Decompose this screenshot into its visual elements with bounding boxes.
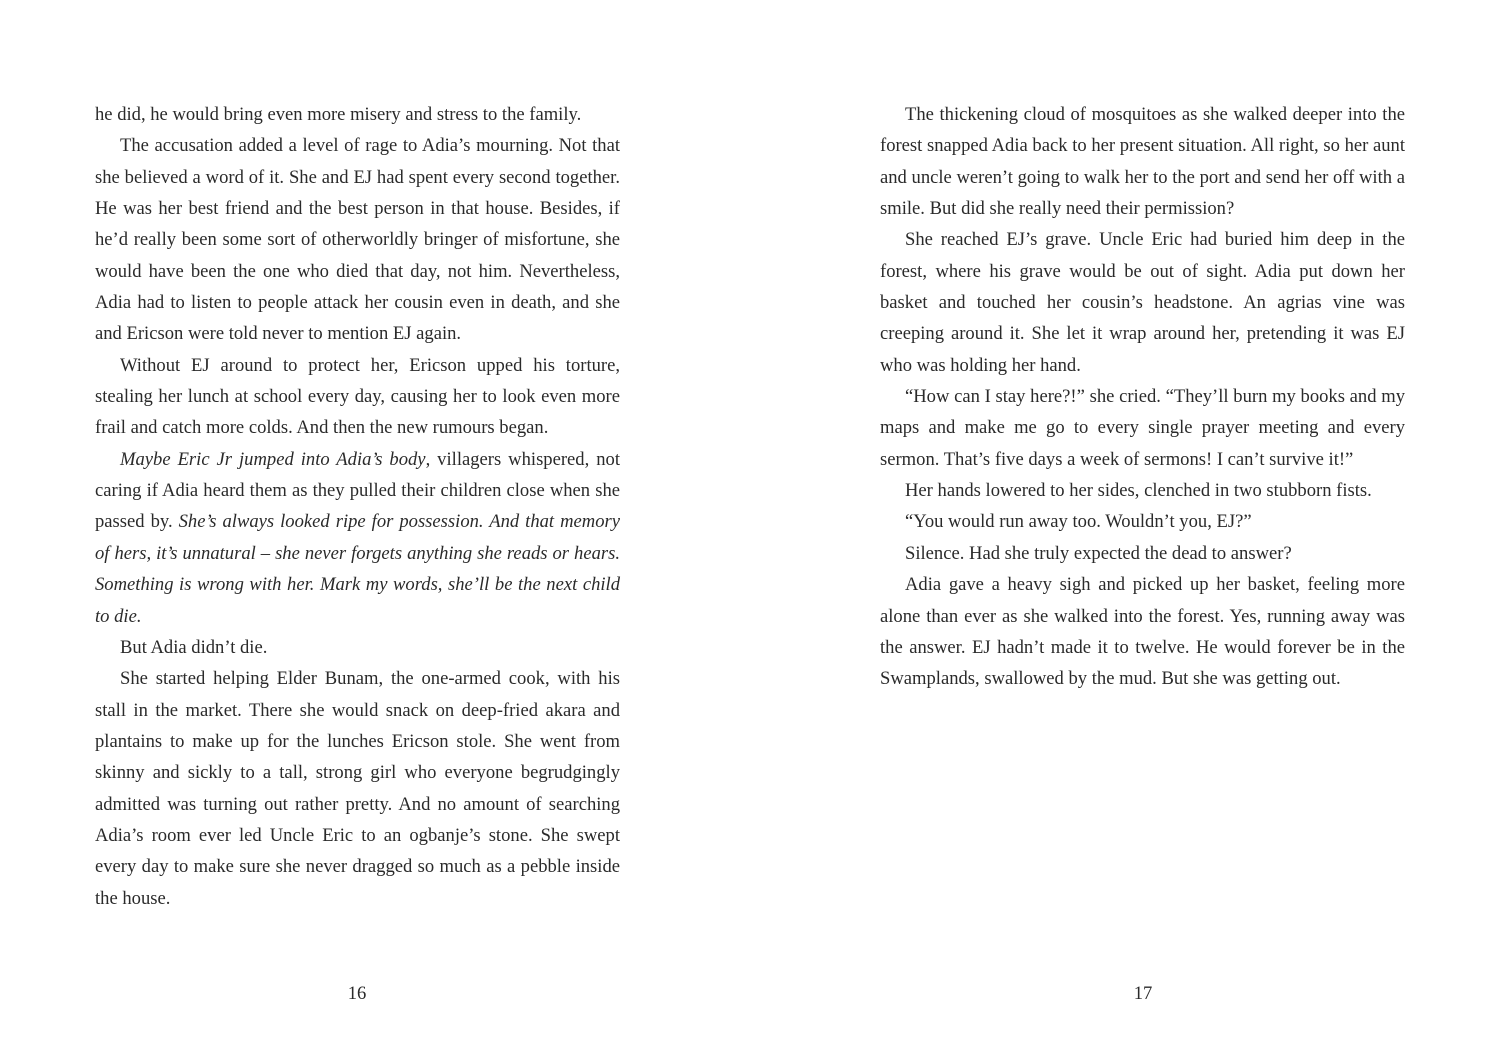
text-segment: She reached EJ’s grave. Uncle Eric had buried him deep in the forest, where his grave would be out of sight. Adia put down her basket and touched her cousin’s headstone. An agrias vine was creeping around it. She let it wrap around her, pretending it was EJ who was holding her hand. [880, 229, 1405, 376]
paragraph [880, 475, 1405, 506]
text-segment: The accusation added a level of rage to Adia’s mourning. Not that she believed a word of it. She and EJ had spent every second together. He was her best friend and the best person in that house. Besides, if he’d really been some sort of otherworldly bringer of misfortune, she would have been the one who died that day, not him. Nevertheless, Adia had to listen to people attack her cousin even in death, and she and Ericson were told never to mention EJ again. [95, 135, 620, 345]
paragraph [95, 663, 620, 914]
paragraph [880, 506, 1405, 537]
paragraph [95, 99, 620, 130]
page-number: 17 [1133, 983, 1153, 1004]
italic-text-segment: She’s always looked ripe for possession. And that memory of hers, it’s unnatural – she never forgets anything she reads or hears. Something is wrong with her. Mark my words, she’ll be the next child to die. [95, 511, 620, 627]
text-segment: But Adia didn’t die. [120, 636, 268, 658]
paragraph [880, 224, 1405, 381]
text-segment: , villagers whispered, not caring if Adia heard them as they pulled their children close when she passed by. [95, 448, 620, 533]
text-segment: She started helping Elder Bunam, the one-armed cook, with his stall in the market. There she would snack on deep-fried akara and plantains to make up for the lunches Ericson stole. She went from skinny and sickly to a tall, strong girl who everyone begrudgingly admitted was turning out rather pretty. And no amount of searching Adia’s room ever led Uncle Eric to an ogbanje’s stone. She swept every day to make sure she never dragged so much as a pebble inside the house. [95, 668, 620, 909]
text-segment: “How can I stay here?!” she cried. “They’ll burn my books and my maps and make me go to every single prayer meeting and every sermon. That’s five days a week of sermons! I can’t survive it!” [880, 386, 1405, 470]
text-segment: Without EJ around to protect her, Ericson upped his torture, stealing her lunch at school every day, causing her to look even more frail and catch more colds. And then the new rumours began. [95, 354, 620, 439]
text-segment: The thickening cloud of mosquitoes as she walked deeper into the forest snapped Adia back to her present situation. All right, so her aunt and uncle weren’t going to walk her to the port and send her off with a smile. But did she really need their permission? [880, 104, 1405, 220]
left-page-text [95, 99, 620, 914]
page-number: 16 [347, 983, 367, 1004]
text-segment: Her hands lowered to her sides, clenched in two stubborn fists. [905, 480, 1372, 502]
paragraph [95, 632, 620, 663]
italic-text-segment: Maybe Eric Jr jumped into Adia’s body [120, 448, 426, 470]
paragraph [95, 444, 620, 632]
text-segment: he did, he would bring even more misery and stress to the family. [95, 104, 582, 125]
text-segment: “You would run away too. Wouldn’t you, EJ?” [905, 511, 1252, 533]
right-page-text [880, 99, 1405, 695]
paragraph [880, 538, 1405, 569]
paragraph [95, 350, 620, 444]
paragraph [880, 99, 1405, 224]
text-segment: Adia gave a heavy sigh and picked up her basket, feeling more alone than ever as she walked into the forest. Yes, running away was the answer. EJ hadn’t made it to twelve. He would forever be in the Swamplands, swallowed by the mud. But she was getting out. [880, 574, 1405, 690]
paragraph [880, 569, 1405, 694]
right-page [750, 0, 1500, 1050]
paragraph [880, 381, 1405, 475]
text-segment: Silence. Had she truly expected the dead to answer? [905, 542, 1292, 564]
paragraph [95, 130, 620, 349]
